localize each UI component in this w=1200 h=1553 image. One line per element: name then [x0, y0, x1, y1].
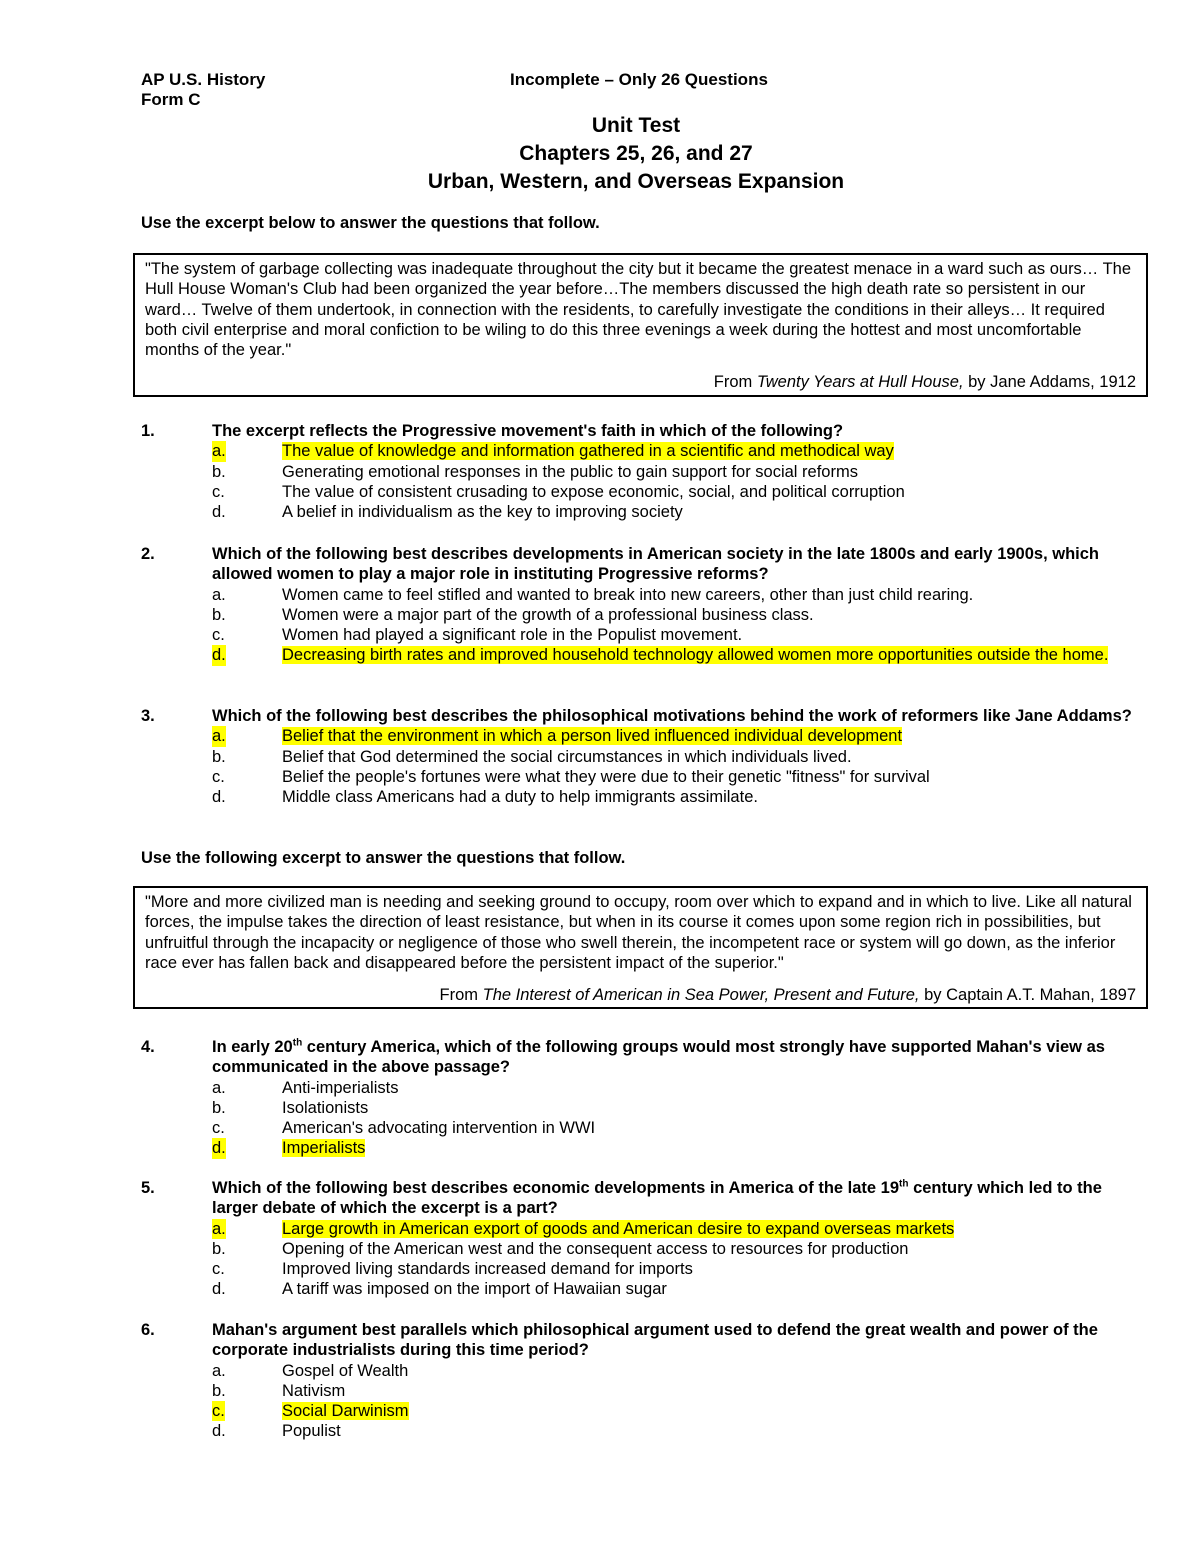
section1-instruction: Use the excerpt below to answer the questions that follow. [141, 214, 600, 232]
option-text: The value of knowledge and information gathered in a scientific and methodical way [282, 442, 894, 461]
option-text: Large growth in American export of goods and American desire to expand overseas markets [282, 1219, 955, 1238]
option-letter: c. [212, 1402, 225, 1421]
option-a [141, 1078, 1141, 1098]
source-suffix: by Jane Addams, 1912 [963, 373, 1136, 392]
question-6 [141, 1320, 1141, 1442]
option-letter: d. [212, 1280, 226, 1299]
option-text: A belief in individualism as the key to improving society [282, 503, 683, 522]
option-letter: a. [212, 1219, 226, 1238]
option-text: A tariff was imposed on the import of Hawaiian sugar [282, 1280, 667, 1299]
option-text: Women had played a significant role in the Populist movement. [282, 626, 743, 645]
option-c [141, 625, 1141, 645]
option-text: Gospel of Wealth [282, 1361, 409, 1380]
excerpt-source [145, 372, 1136, 392]
option-letter: d. [212, 646, 226, 665]
question-number: 6. [141, 1321, 155, 1339]
option-text: The value of consistent crusading to expose economic, social, and political corruption [282, 482, 905, 501]
stem-text-cont: century America, which of the following groups would most strongly have supported Mahan's view as communicated in the above passage? [212, 1038, 1105, 1077]
option-b [141, 462, 1141, 482]
option-a [141, 441, 1141, 461]
question-stem [141, 706, 1141, 726]
option-d [141, 1279, 1141, 1299]
excerpt-source [145, 985, 1136, 1005]
option-text: Isolationists [282, 1098, 369, 1117]
option-letter: b. [212, 462, 226, 481]
option-text: Belief the people's fortunes were what they were due to their genetic "fitness" for survival [282, 767, 930, 786]
option-text: Middle class Americans had a duty to help immigrants assimilate. [282, 788, 758, 807]
stem-superscript: th [292, 1037, 303, 1049]
option-text: Women were a major part of the growth of a professional business class. [282, 605, 814, 624]
option-letter: b. [212, 1239, 226, 1258]
option-letter: c. [212, 626, 225, 645]
option-text: Improved living standards increased demand for imports [282, 1260, 693, 1279]
option-letter: a. [212, 442, 226, 461]
stem-text: Which of the following best describes economic developments in America of the late 19 [212, 1179, 900, 1197]
excerpt-box-mahan [133, 886, 1148, 1009]
option-letter: a. [212, 1361, 226, 1380]
stem-text: In early 20 [212, 1038, 293, 1056]
option-c [141, 1259, 1141, 1279]
option-text: American's advocating intervention in WWI [282, 1119, 596, 1138]
option-text: Imperialists [282, 1139, 366, 1158]
option-text: Populist [282, 1422, 341, 1441]
incomplete-note: Incomplete – Only 26 Questions [510, 70, 768, 89]
option-letter: a. [212, 585, 226, 604]
question-number: 2. [141, 545, 155, 563]
option-letter: a. [212, 727, 226, 746]
option-c [141, 482, 1141, 502]
stem-text: The excerpt reflects the Progressive movement's faith in which of the following? [212, 422, 844, 440]
title-unit-test: Unit Test [591, 114, 681, 137]
stem-text-cont: century which led to the larger debate of which the excerpt is a part? [212, 1179, 1102, 1218]
option-d [141, 1421, 1141, 1441]
source-prefix: From [713, 373, 757, 392]
option-letter: c. [212, 482, 225, 501]
stem-superscript: th [899, 1178, 909, 1190]
option-b [141, 605, 1141, 625]
title-block [0, 112, 1200, 196]
option-text: Anti-imperialists [282, 1078, 399, 1097]
option-text: Social Darwinism [282, 1402, 409, 1421]
section2-instruction: Use the following excerpt to answer the questions that follow. [141, 849, 626, 867]
option-text: Belief that God determined the social circumstances in which individuals lived. [282, 747, 852, 766]
option-text: Women came to feel stifled and wanted to break into new careers, other than just child rearing. [282, 585, 974, 604]
option-text: Opening of the American west and the consequent access to resources for production [282, 1239, 909, 1258]
option-letter: b. [212, 605, 226, 624]
option-text: Nativism [282, 1381, 346, 1400]
question-stem [141, 1178, 1141, 1219]
question-number: 5. [141, 1179, 155, 1197]
option-letter: c. [212, 1260, 225, 1279]
title-topic: Urban, Western, and Overseas Expansion [427, 170, 845, 193]
question-stem [141, 1037, 1141, 1078]
form-label: Form C [141, 90, 201, 109]
option-d [141, 1138, 1141, 1158]
question-number: 3. [141, 707, 155, 725]
source-title: The Interest of American in Sea Power, Present and Future, [482, 986, 920, 1005]
option-letter: b. [212, 747, 226, 766]
option-text: Generating emotional responses in the public to gain support for social reforms [282, 462, 858, 481]
option-letter: b. [212, 1098, 226, 1117]
title-chapters: Chapters 25, 26, and 27 [519, 142, 753, 165]
option-b [141, 1098, 1141, 1118]
course-name: AP U.S. History [141, 70, 266, 89]
question-1 [141, 421, 1141, 522]
stem-text: Which of the following best describes developments in American society in the late 1800s and early 1900s, which allowed women to play a major role in instituting Progressive reforms? [212, 545, 1099, 584]
option-b [141, 747, 1141, 767]
excerpt-text: "The system of garbage collecting was inadequate throughout the city but it became the greatest menace in a ward such as ours… The Hull House Woman's Club had been organized the year before…The members discussed the high death rate so persistent in our ward… Twelve of them undertook, in connection with the residents, to carefully investigate the conditions in their alleys… It required both civil enterprise and moral confiction to be wiling to do this three evenings a week during the hottest and most uncomfortable months of the year." [145, 260, 1132, 360]
option-letter: c. [212, 1119, 225, 1138]
option-d [141, 502, 1141, 522]
option-letter: a. [212, 1078, 226, 1097]
option-c [141, 767, 1141, 787]
source-title: Twenty Years at Hull House, [756, 373, 964, 392]
option-c [141, 1401, 1141, 1421]
option-d [141, 645, 1141, 665]
question-5 [141, 1178, 1141, 1300]
option-letter: d. [212, 788, 226, 807]
source-suffix: by Captain A.T. Mahan, 1897 [919, 986, 1136, 1005]
option-d [141, 787, 1141, 807]
question-number: 1. [141, 422, 155, 440]
option-a [141, 1219, 1141, 1239]
question-number: 4. [141, 1038, 155, 1056]
option-a [141, 585, 1141, 605]
option-text: Belief that the environment in which a person lived influenced individual development [282, 727, 903, 746]
source-prefix: From [439, 986, 483, 1005]
option-b [141, 1239, 1141, 1259]
option-text: Decreasing birth rates and improved household technology allowed women more opportunities outside the home. [282, 646, 1109, 665]
question-stem [141, 544, 1141, 585]
option-b [141, 1381, 1141, 1401]
option-letter: d. [212, 1139, 226, 1158]
option-letter: b. [212, 1381, 226, 1400]
question-stem [141, 1320, 1141, 1361]
option-letter: d. [212, 503, 226, 522]
question-2 [141, 544, 1141, 666]
excerpt-text: "More and more civilized man is needing and seeking ground to occupy, room over which to expand and in which to live. Like all natural forces, the impulse takes the direction of least resistance, but when in its course it comes upon some region rich in possibilities, but unfruitful through the incapacity or negligence of those who swell therein, the incompetent race or system will go down, as the inferior race ever has fallen back and disappeared before the persistent impact of the superior." [145, 893, 1132, 972]
option-letter: c. [212, 767, 225, 786]
option-letter: d. [212, 1422, 226, 1441]
question-3 [141, 706, 1141, 807]
question-stem [141, 421, 1141, 441]
option-a [141, 1361, 1141, 1381]
excerpt-box-addams [133, 253, 1148, 397]
document-header [141, 70, 1141, 114]
option-c [141, 1118, 1141, 1138]
stem-text: Mahan's argument best parallels which philosophical argument used to defend the great wealth and power of the corporate industrialists during this time period? [212, 1321, 1098, 1360]
option-a [141, 726, 1141, 746]
stem-text: Which of the following best describes the philosophical motivations behind the work of reformers like Jane Addams? [212, 707, 1132, 725]
question-4 [141, 1037, 1141, 1159]
